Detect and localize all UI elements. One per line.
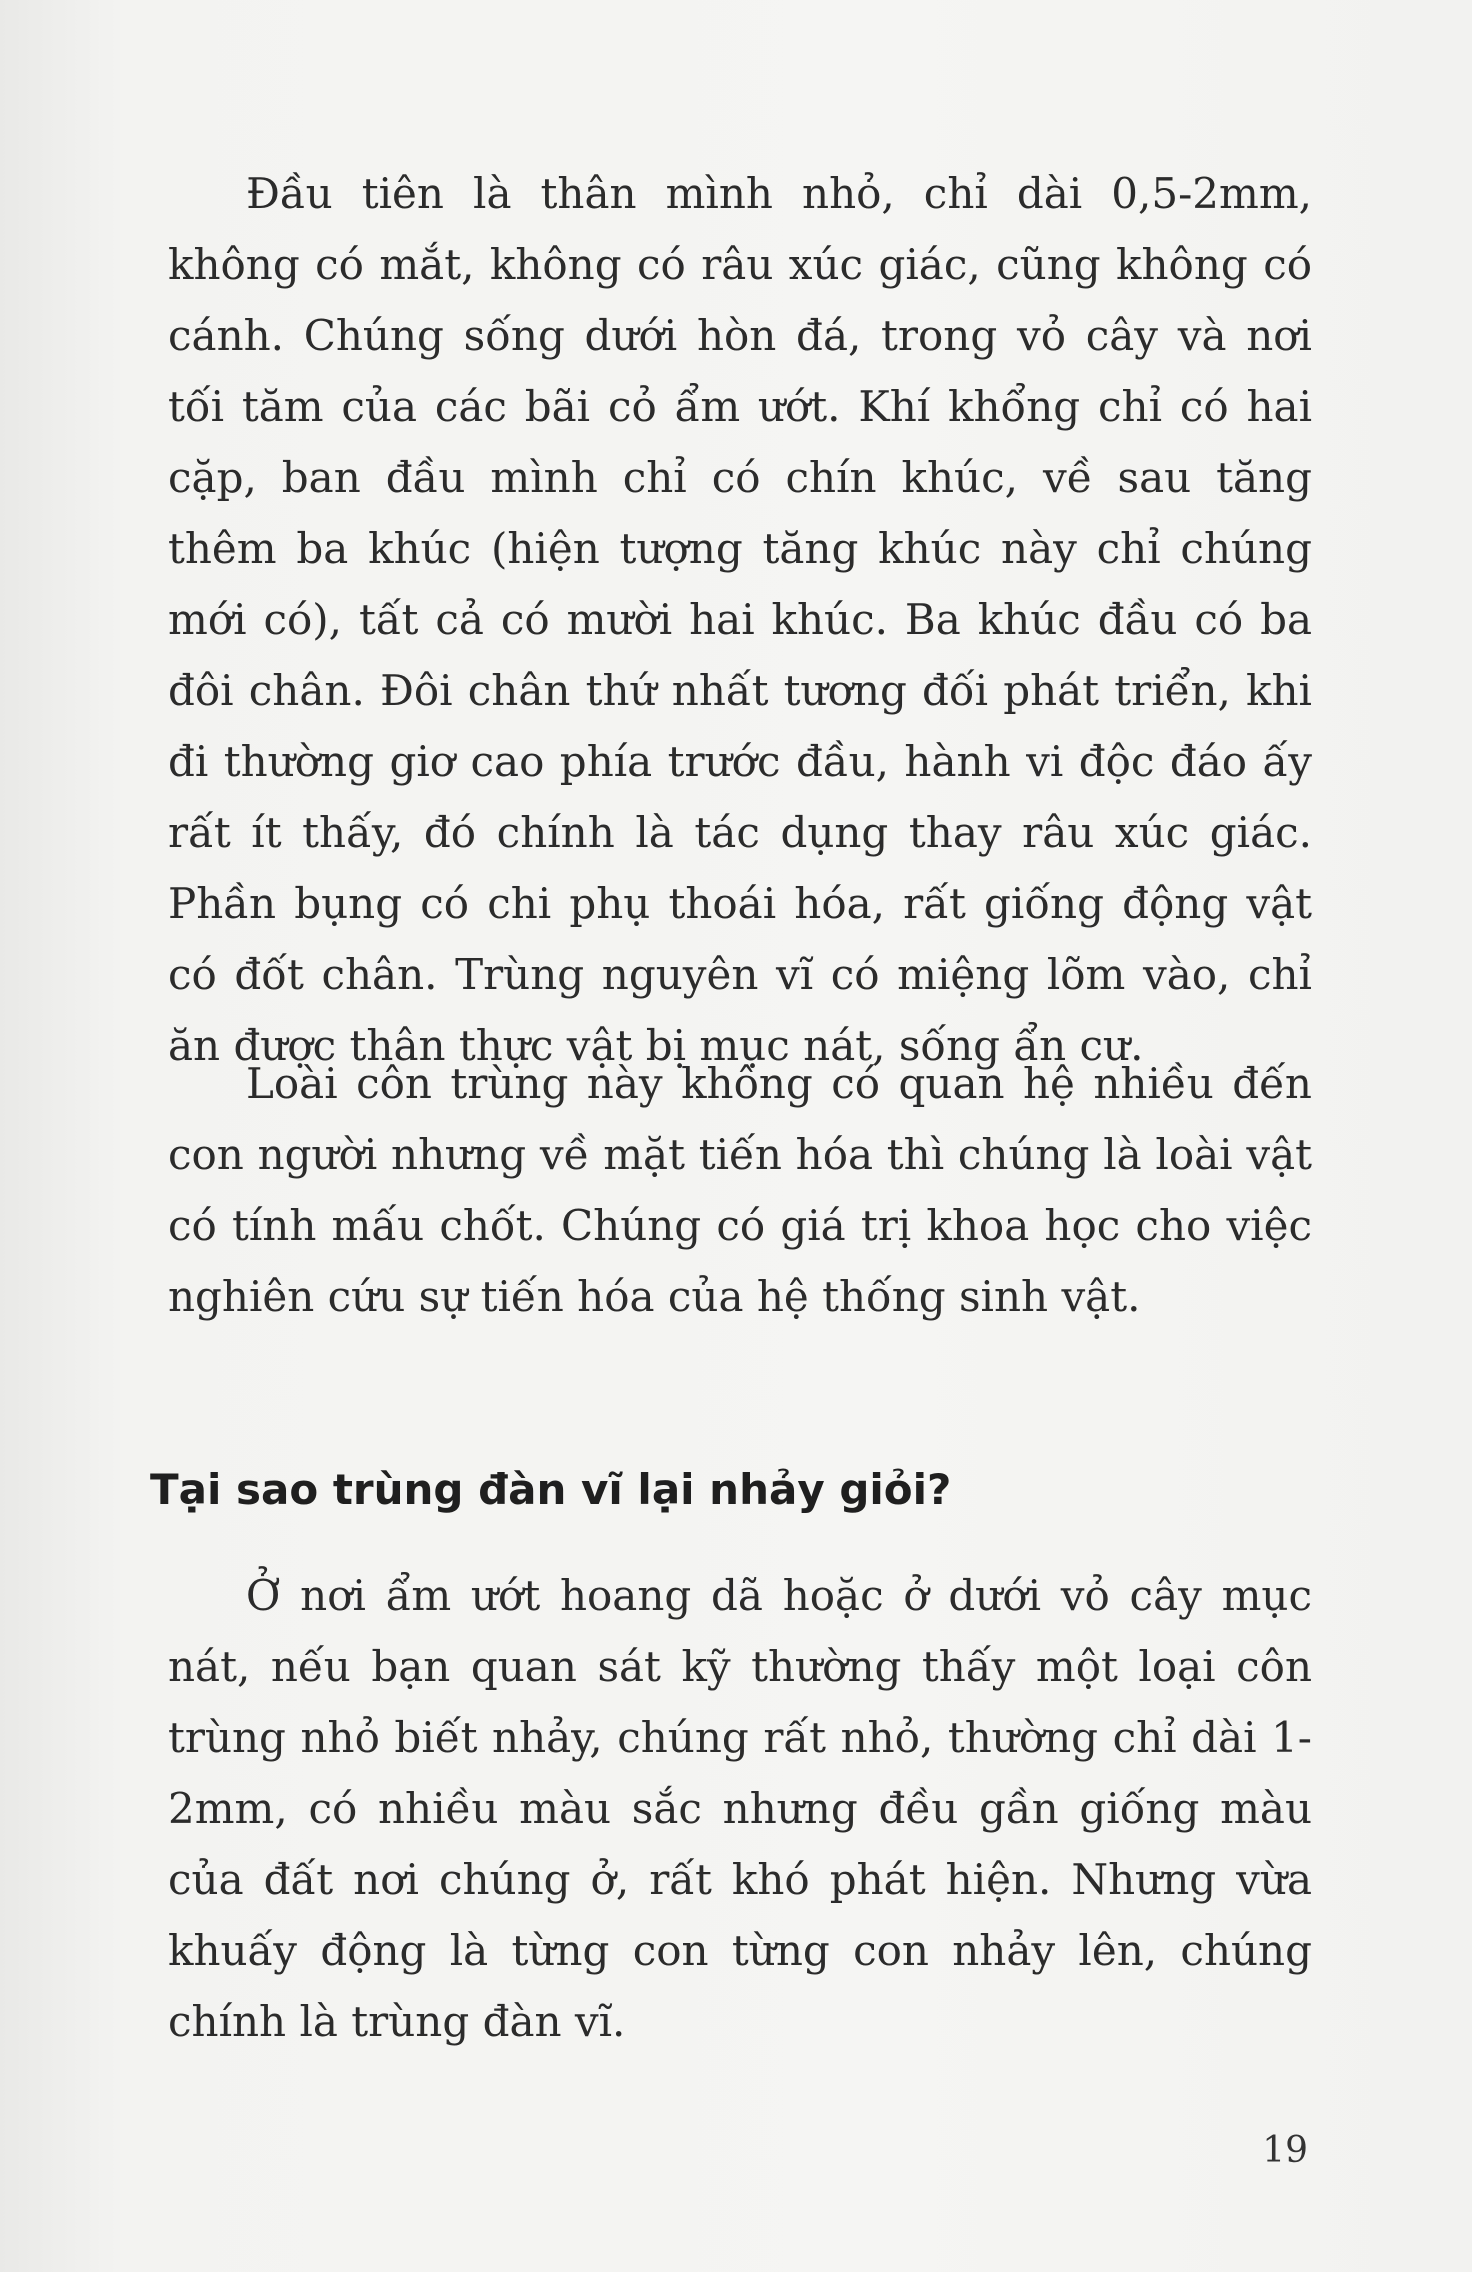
paragraph-1: Đầu tiên là thân mình nhỏ, chỉ dài 0,5-2mm, không có mắt, không có râu xúc giác, cũng không có cánh. Chúng sống dưới hòn đá, trong vỏ cây và nơi tối tăm của các bãi cỏ ẩm ướt. Khí khổng chỉ có hai cặp, ban đầu mình chỉ có chín khúc, về sau tăng thêm ba khúc (hiện tượng tăng khúc này chỉ chúng mới có), tất cả có mười hai khúc. Ba khúc đầu có ba đôi chân. Đôi chân thứ nhất tương đối phát triển, khi đi thường giơ cao phía trước đầu, hành vi độc đáo ấy rất ít thấy, đó chính là tác dụng thay râu xúc giác. Phần bụng có chi phụ thoái hóa, rất giống động vật có đốt chân. Trùng nguyên vĩ có miệng lõm vào, chỉ ăn được thân thực vật bị mục nát, sống ẩn cư. [168, 169, 1312, 1070]
paragraph-2: Loài côn trùng này không có quan hệ nhiều đến con người nhưng về mặt tiến hóa thì chúng là loài vật có tính mấu chốt. Chúng có giá trị khoa học cho việc nghiên cứu sự tiến hóa của hệ thống sinh vật. [168, 1059, 1312, 1321]
body-text-block [168, 158, 1312, 1081]
paragraph-3: Ở nơi ẩm ướt hoang dã hoặc ở dưới vỏ cây mục nát, nếu bạn quan sát kỹ thường thấy một loại côn trùng nhỏ biết nhảy, chúng rất nhỏ, thường chỉ dài 1-2mm, có nhiều màu sắc nhưng đều gần giống màu của đất nơi chúng ở, rất khó phát hiện. Nhưng vừa khuấy động là từng con từng con nhảy lên, chúng chính là trùng đàn vĩ. [168, 1571, 1312, 2046]
section-heading: Tại sao trùng đàn vĩ lại nhảy giỏi? [150, 1465, 952, 1514]
page-number: 19 [1262, 2130, 1308, 2171]
section-body-block [168, 1560, 1312, 2057]
body-text-block [168, 1048, 1312, 1332]
